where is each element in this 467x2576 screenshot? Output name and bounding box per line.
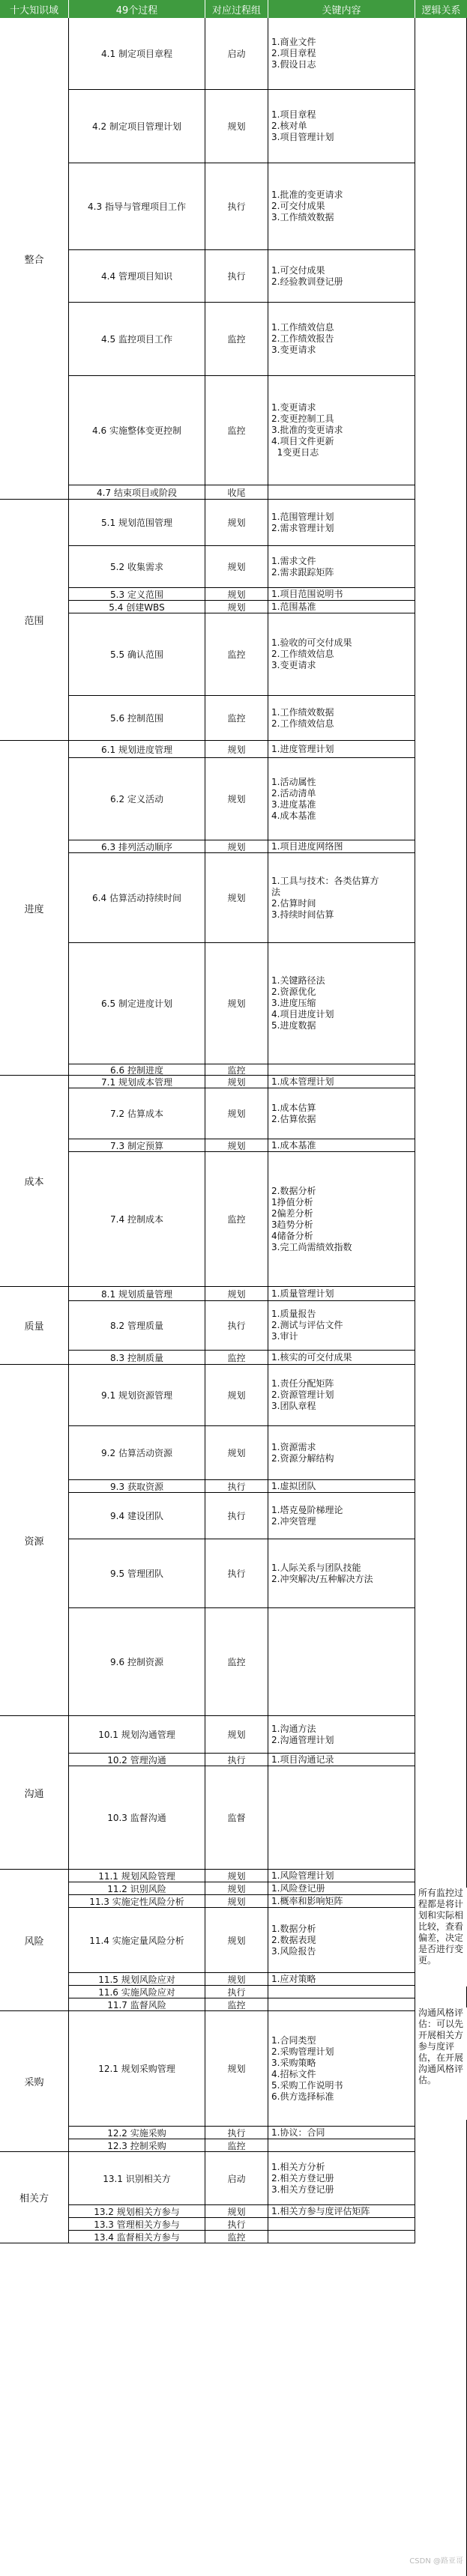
process-name-cell: 5.4 创建WBS: [69, 601, 205, 613]
key-content-line: 6.供方选择标准: [271, 2091, 334, 2102]
process-name-cell: 4.4 管理项目知识: [69, 250, 205, 303]
key-content-line: 2.项目章程: [271, 48, 316, 58]
process-name-cell: 9.1 规划资源管理: [69, 1365, 205, 1426]
process-group-cell: 规划: [205, 500, 268, 546]
process-group-cell: 规划: [205, 1365, 268, 1426]
process-name-cell: 9.3 获取资源: [69, 1480, 205, 1493]
key-content-line: 2.估算依据: [271, 1113, 316, 1124]
logic-note-communication: 沟通风格评估：可以先开展相关方参与度评估，在开展沟通风格评估。: [416, 2007, 467, 2120]
key-content-cell: [268, 2152, 415, 2205]
process-group-cell: 监控: [205, 1152, 268, 1287]
key-content-line: 3.变更请求: [271, 345, 316, 355]
key-content-line: 2.资源分解结构: [271, 1452, 334, 1464]
key-content-cell: [268, 1908, 415, 1973]
process-name-cell: 11.7 监督风险: [69, 1998, 205, 2011]
process-group-cell: 规划: [205, 840, 268, 853]
key-content-line: 1.风险登记册: [271, 1882, 325, 1894]
process-group-cell: 规划: [205, 588, 268, 601]
key-content-cell: [268, 1716, 415, 1754]
key-content-line: 1.工作绩效数据: [271, 706, 334, 718]
key-content-line: 1.工作绩效信息: [271, 322, 334, 333]
key-content-line: 3.工作绩效数据: [271, 212, 334, 222]
key-content-line: 2.需求管理计划: [271, 522, 334, 533]
process-group-cell: 规划: [205, 1088, 268, 1139]
key-content-cell: [268, 163, 415, 250]
process-name-cell: 6.3 排列活动顺序: [69, 840, 205, 853]
process-group-cell: 规划: [205, 1139, 268, 1152]
key-content-line: 3.风险报告: [271, 1945, 316, 1957]
key-content-cell: [268, 2139, 415, 2152]
process-name-cell: 11.6 实施风险应对: [69, 1986, 205, 1998]
header-logic: 逻辑关系: [415, 0, 467, 18]
process-name-cell: 4.2 制定项目管理计划: [69, 90, 205, 163]
key-content-line: 1.工具与技术：各类估算方: [271, 875, 379, 886]
key-content-cell: [268, 1766, 415, 1870]
key-content-line: 2.工作绩效报告: [271, 333, 334, 344]
key-content-cell: [268, 1064, 415, 1076]
process-name-cell: 7.4 控制成本: [69, 1152, 205, 1287]
key-content-line: 1.关键路径法: [271, 975, 325, 986]
key-content-cell: [268, 1493, 415, 1539]
key-content-cell: [268, 18, 415, 90]
key-content-cell: [268, 1139, 415, 1152]
key-content-cell: [268, 1301, 415, 1351]
key-content-line: 1.相关方参与度评估矩阵: [271, 2205, 370, 2216]
process-group-cell: 监控: [205, 1351, 268, 1365]
header-process: 49个过程: [69, 0, 205, 18]
process-name-cell: 7.2 估算成本: [69, 1088, 205, 1139]
key-content-cell: [268, 1365, 415, 1426]
key-content-line: 1.成本基准: [271, 1139, 316, 1151]
process-group-cell: 监控: [205, 1064, 268, 1076]
key-content-cell: [268, 613, 415, 696]
knowledge-area-cell: 质量: [0, 1287, 69, 1365]
process-name-cell: 6.4 估算活动持续时间: [69, 853, 205, 943]
knowledge-area-cell: 相关方: [0, 2152, 69, 2243]
key-content-line: 4.项目进度计划: [271, 1009, 334, 1019]
process-group-cell: 执行: [205, 1493, 268, 1539]
key-content-line: 2.需求跟踪矩阵: [271, 566, 334, 578]
process-name-cell: 11.5 规划风险应对: [69, 1973, 205, 1986]
process-name-cell: 11.2 识别风险: [69, 1882, 205, 1895]
key-content-line: 2.测试与评估文件: [271, 1320, 343, 1330]
process-group-cell: 启动: [205, 2152, 268, 2205]
key-content-line: 2.变更控制工具: [271, 413, 334, 424]
key-content-line: 1.范围管理计划: [271, 511, 334, 522]
process-name-cell: 13.2 规划相关方参与: [69, 2205, 205, 2218]
key-content-line: 2.资源优化: [271, 987, 316, 997]
process-name-cell: 5.5 确认范围: [69, 613, 205, 696]
process-name-cell: 10.2 管理沟通: [69, 1754, 205, 1766]
key-content-line: 2.估算时间: [271, 897, 316, 909]
process-name-cell: 4.3 指导与管理项目工作: [69, 163, 205, 250]
key-content-cell: [268, 853, 415, 943]
process-group-cell: 监控: [205, 2231, 268, 2243]
key-content-cell: [268, 1895, 415, 1908]
process-group-cell: 执行: [205, 163, 268, 250]
header-group: 对应过程组: [205, 0, 268, 18]
process-name-cell: 13.3 管理相关方参与: [69, 2218, 205, 2231]
key-content-line: 2偏差分析: [271, 1207, 313, 1219]
key-content-line: 4.招标文件: [271, 2068, 316, 2079]
process-group-cell: 执行: [205, 1754, 268, 1766]
key-content-line: 1.沟通方法: [271, 1723, 316, 1734]
process-name-cell: 8.3 控制质量: [69, 1351, 205, 1365]
key-content-line: 2.沟通管理计划: [271, 1734, 334, 1745]
key-content-line: 4.成本基准: [271, 810, 316, 821]
key-content-line: 3.相关方登记册: [271, 2183, 334, 2195]
key-content-line: 1.验收的可交付成果: [271, 637, 352, 648]
key-content-line: 3.批准的变更请求: [271, 425, 343, 435]
key-content-line: 2.经验教训登记册: [271, 276, 343, 287]
key-content-cell: [268, 2011, 415, 2127]
process-name-cell: 9.4 建设团队: [69, 1493, 205, 1539]
key-content-line: 1.商业文件: [271, 37, 316, 47]
key-content-cell: [268, 1287, 415, 1301]
process-group-cell: 执行: [205, 1539, 268, 1608]
key-content-line: 1挣值分析: [271, 1196, 313, 1207]
process-name-cell: 13.1 识别相关方: [69, 2152, 205, 2205]
key-content-line: 1.质量报告: [271, 1309, 316, 1319]
process-group-cell: 启动: [205, 18, 268, 90]
process-group-cell: 监控: [205, 1608, 268, 1716]
header-content: 关键内容: [268, 0, 415, 18]
key-content-line: 2.工作绩效信息: [271, 718, 334, 729]
key-content-cell: [268, 601, 415, 613]
process-name-cell: 5.2 收集需求: [69, 546, 205, 588]
key-content-cell: [268, 500, 415, 546]
key-content-line: 1.变更请求: [271, 402, 316, 413]
key-content-line: 1.批准的变更请求: [271, 190, 343, 200]
process-group-cell: 规划: [205, 546, 268, 588]
logic-column-border: [415, 18, 467, 2576]
key-content-line: 1.项目范围说明书: [271, 588, 343, 599]
process-group-cell: 监控: [205, 2139, 268, 2152]
logic-note-control: 所有监控过程都是将计划和实际相比较，查看偏差，决定是否进行变更。: [416, 1888, 467, 1986]
key-content-line: 1.资源需求: [271, 1441, 316, 1452]
key-content-line: 2.冲突解决/五种解决方法: [271, 1573, 373, 1584]
key-content-line: 1.风险管理计划: [271, 1870, 334, 1881]
key-content-cell: [268, 1152, 415, 1287]
process-name-cell: 6.6 控制进度: [69, 1064, 205, 1076]
key-content-line: 2.相关方登记册: [271, 2172, 334, 2183]
key-content-cell: [268, 1882, 415, 1895]
process-group-cell: 执行: [205, 1301, 268, 1351]
key-content-line: 1.应对策略: [271, 1973, 316, 1984]
knowledge-area-cell: 风险: [0, 1870, 69, 2011]
key-content-line: 3.假设日志: [271, 59, 316, 70]
key-content-line: 1.活动属性: [271, 776, 316, 787]
key-content-line: 1.项目进度网络图: [271, 840, 343, 852]
key-content-cell: [268, 840, 415, 853]
process-group-cell: 执行: [205, 2218, 268, 2231]
process-group-cell: 规划: [205, 853, 268, 943]
process-name-cell: 4.5 监控项目工作: [69, 303, 205, 376]
key-content-line: 1.相关方分析: [271, 2161, 325, 2172]
knowledge-area-cell: 采购: [0, 2011, 69, 2152]
process-group-cell: 规划: [205, 1895, 268, 1908]
knowledge-area-cell: 进度: [0, 741, 69, 1076]
key-content-cell: [268, 1539, 415, 1608]
key-content-line: 1.核实的可交付成果: [271, 1351, 352, 1363]
key-content-line: 2.数据分析: [271, 1185, 316, 1196]
process-name-cell: 7.3 制定预算: [69, 1139, 205, 1152]
key-content-line: 2.工作绩效信息: [271, 649, 334, 659]
key-content-line: 1.责任分配矩阵: [271, 1378, 334, 1389]
process-group-cell: 监控: [205, 1998, 268, 2011]
key-content-cell: [268, 1351, 415, 1365]
key-content-cell: [268, 741, 415, 758]
key-content-cell: [268, 2218, 415, 2231]
key-content-line: 1变更日志: [271, 447, 319, 458]
key-content-line: 2.采购管理计划: [271, 2046, 334, 2057]
key-content-line: 1.合同类型: [271, 2034, 316, 2046]
process-name-cell: 5.1 规划范围管理: [69, 500, 205, 546]
process-name-cell: 12.2 实施采购: [69, 2127, 205, 2139]
knowledge-area-cell: 成本: [0, 1076, 69, 1287]
key-content-line: 1.质量管理计划: [271, 1288, 334, 1299]
process-group-cell: 规划: [205, 1973, 268, 1986]
knowledge-area-cell: 资源: [0, 1365, 69, 1716]
key-content-line: 3.持续时间估算: [271, 909, 334, 920]
key-content-cell: [268, 1608, 415, 1716]
key-content-line: 2.数据表现: [271, 1934, 316, 1945]
process-group-cell: 执行: [205, 1480, 268, 1493]
process-name-cell: 9.2 估算活动资源: [69, 1426, 205, 1480]
key-content-cell: [268, 546, 415, 588]
process-group-cell: 规划: [205, 1287, 268, 1301]
knowledge-area-cell: 范围: [0, 500, 69, 741]
key-content-cell: [268, 1870, 415, 1882]
process-group-cell: 规划: [205, 90, 268, 163]
process-name-cell: 9.6 控制资源: [69, 1608, 205, 1716]
process-group-cell: 规划: [205, 1426, 268, 1480]
key-content-line: 5.进度数据: [271, 1020, 316, 1031]
process-group-cell: 规划: [205, 1076, 268, 1088]
key-content-cell: [268, 376, 415, 485]
process-group-cell: 规划: [205, 943, 268, 1064]
key-content-cell: [268, 943, 415, 1064]
key-content-line: 2.资源管理计划: [271, 1389, 334, 1400]
process-group-cell: 监控: [205, 696, 268, 741]
key-content-cell: [268, 588, 415, 601]
key-content-line: 1.概率和影响矩阵: [271, 1895, 343, 1906]
key-content-line: 1.需求文件: [271, 555, 316, 566]
key-content-line: 2.可交付成果: [271, 201, 325, 211]
process-name-cell: 6.2 定义活动: [69, 758, 205, 840]
process-name-cell: 11.3 实施定性风险分析: [69, 1895, 205, 1908]
process-name-cell: 9.5 管理团队: [69, 1539, 205, 1608]
key-content-line: 1.塔克曼阶梯理论: [271, 1504, 343, 1515]
process-group-cell: 规划: [205, 1716, 268, 1754]
key-content-cell: [268, 90, 415, 163]
key-content-line: 3.团队章程: [271, 1401, 316, 1411]
watermark: CSDN @路亚哥: [409, 2557, 463, 2566]
key-content-line: 1.协议：合同: [271, 2127, 325, 2138]
process-group-cell: 收尾: [205, 485, 268, 500]
key-content-cell: [268, 2127, 415, 2139]
key-content-line: 1.虚拟团队: [271, 1480, 316, 1491]
key-content-line: 3.采购策略: [271, 2057, 316, 2068]
process-name-cell: 4.7 结束项目或阶段: [69, 485, 205, 500]
process-group-cell: 执行: [205, 1986, 268, 1998]
key-content-line: 5.采购工作说明书: [271, 2079, 343, 2091]
header-area: 十大知识域: [0, 0, 69, 18]
key-content-cell: [268, 1426, 415, 1480]
key-content-line: 1.成本估算: [271, 1102, 316, 1113]
key-content-line: 4储备分析: [271, 1230, 313, 1241]
process-name-cell: 5.6 控制范围: [69, 696, 205, 741]
key-content-line: 1.数据分析: [271, 1923, 316, 1934]
key-content-cell: [268, 303, 415, 376]
key-content-cell: [268, 1973, 415, 1986]
process-group-cell: 规划: [205, 1908, 268, 1973]
key-content-line: 1.项目沟通记录: [271, 1754, 334, 1765]
process-name-cell: 13.4 监督相关方参与: [69, 2231, 205, 2243]
process-name-cell: 6.5 制定进度计划: [69, 943, 205, 1064]
key-content-cell: [268, 1754, 415, 1766]
key-content-line: 1.成本管理计划: [271, 1076, 334, 1087]
key-content-line: 4.项目文件更新: [271, 436, 334, 446]
process-name-cell: 8.2 管理质量: [69, 1301, 205, 1351]
key-content-line: 3.审计: [271, 1331, 298, 1342]
key-content-cell: [268, 2205, 415, 2218]
key-content-line: 1.项目章程: [271, 109, 316, 120]
key-content-cell: [268, 696, 415, 741]
key-content-line: 3.完工尚需绩效指数: [271, 1241, 352, 1252]
process-name-cell: 8.1 规划质量管理: [69, 1287, 205, 1301]
key-content-line: 3.变更请求: [271, 660, 316, 670]
process-name-cell: 7.1 规划成本管理: [69, 1076, 205, 1088]
key-content-cell: [268, 2231, 415, 2243]
process-group-cell: 监督: [205, 1766, 268, 1870]
process-name-cell: 5.3 定义范围: [69, 588, 205, 601]
process-group-cell: 规划: [205, 2011, 268, 2127]
key-content-line: 3.项目管理计划: [271, 132, 334, 142]
key-content-line: 3.进度压缩: [271, 998, 316, 1008]
key-content-cell: [268, 1998, 415, 2011]
process-group-cell: 规划: [205, 601, 268, 613]
key-content-cell: [268, 485, 415, 500]
key-content-line: 2.核对单: [271, 121, 307, 131]
key-content-cell: [268, 1076, 415, 1088]
process-name-cell: 12.3 控制采购: [69, 2139, 205, 2152]
key-content-line: 1.进度管理计划: [271, 743, 334, 754]
key-content-cell: [268, 1480, 415, 1493]
key-content-line: 1.可交付成果: [271, 264, 325, 276]
process-group-cell: 监控: [205, 376, 268, 485]
process-group-cell: 规划: [205, 2205, 268, 2218]
key-content-line: 法: [271, 886, 281, 897]
key-content-cell: [268, 1986, 415, 1998]
key-content-line: 2.活动清单: [271, 787, 316, 798]
process-name-cell: 11.1 规划风险管理: [69, 1870, 205, 1882]
key-content-cell: [268, 1088, 415, 1139]
key-content-line: 1.范围基准: [271, 601, 316, 612]
knowledge-area-cell: 沟通: [0, 1716, 69, 1870]
process-group-cell: 监控: [205, 303, 268, 376]
key-content-line: 3趋势分析: [271, 1219, 313, 1230]
process-group-cell: 规划: [205, 758, 268, 840]
process-group-cell: 执行: [205, 2127, 268, 2139]
process-name-cell: 4.6 实施整体变更控制: [69, 376, 205, 485]
process-group-cell: 执行: [205, 250, 268, 303]
knowledge-area-cell: 整合: [0, 18, 69, 500]
process-group-cell: 监控: [205, 613, 268, 696]
key-content-line: 3.进度基准: [271, 798, 316, 810]
key-content-line: 2.冲突管理: [271, 1515, 316, 1527]
process-name-cell: 11.4 实施定量风险分析: [69, 1908, 205, 1973]
process-name-cell: 12.1 规划采购管理: [69, 2011, 205, 2127]
key-content-line: 1.人际关系与团队技能: [271, 1562, 361, 1573]
process-group-cell: 规划: [205, 1870, 268, 1882]
process-name-cell: 10.1 规划沟通管理: [69, 1716, 205, 1754]
key-content-cell: [268, 758, 415, 840]
key-content-cell: [268, 250, 415, 303]
process-name-cell: 4.1 制定项目章程: [69, 18, 205, 90]
process-group-cell: 规划: [205, 741, 268, 758]
process-name-cell: 6.1 规划进度管理: [69, 741, 205, 758]
process-name-cell: 10.3 监督沟通: [69, 1766, 205, 1870]
process-group-cell: 规划: [205, 1882, 268, 1895]
